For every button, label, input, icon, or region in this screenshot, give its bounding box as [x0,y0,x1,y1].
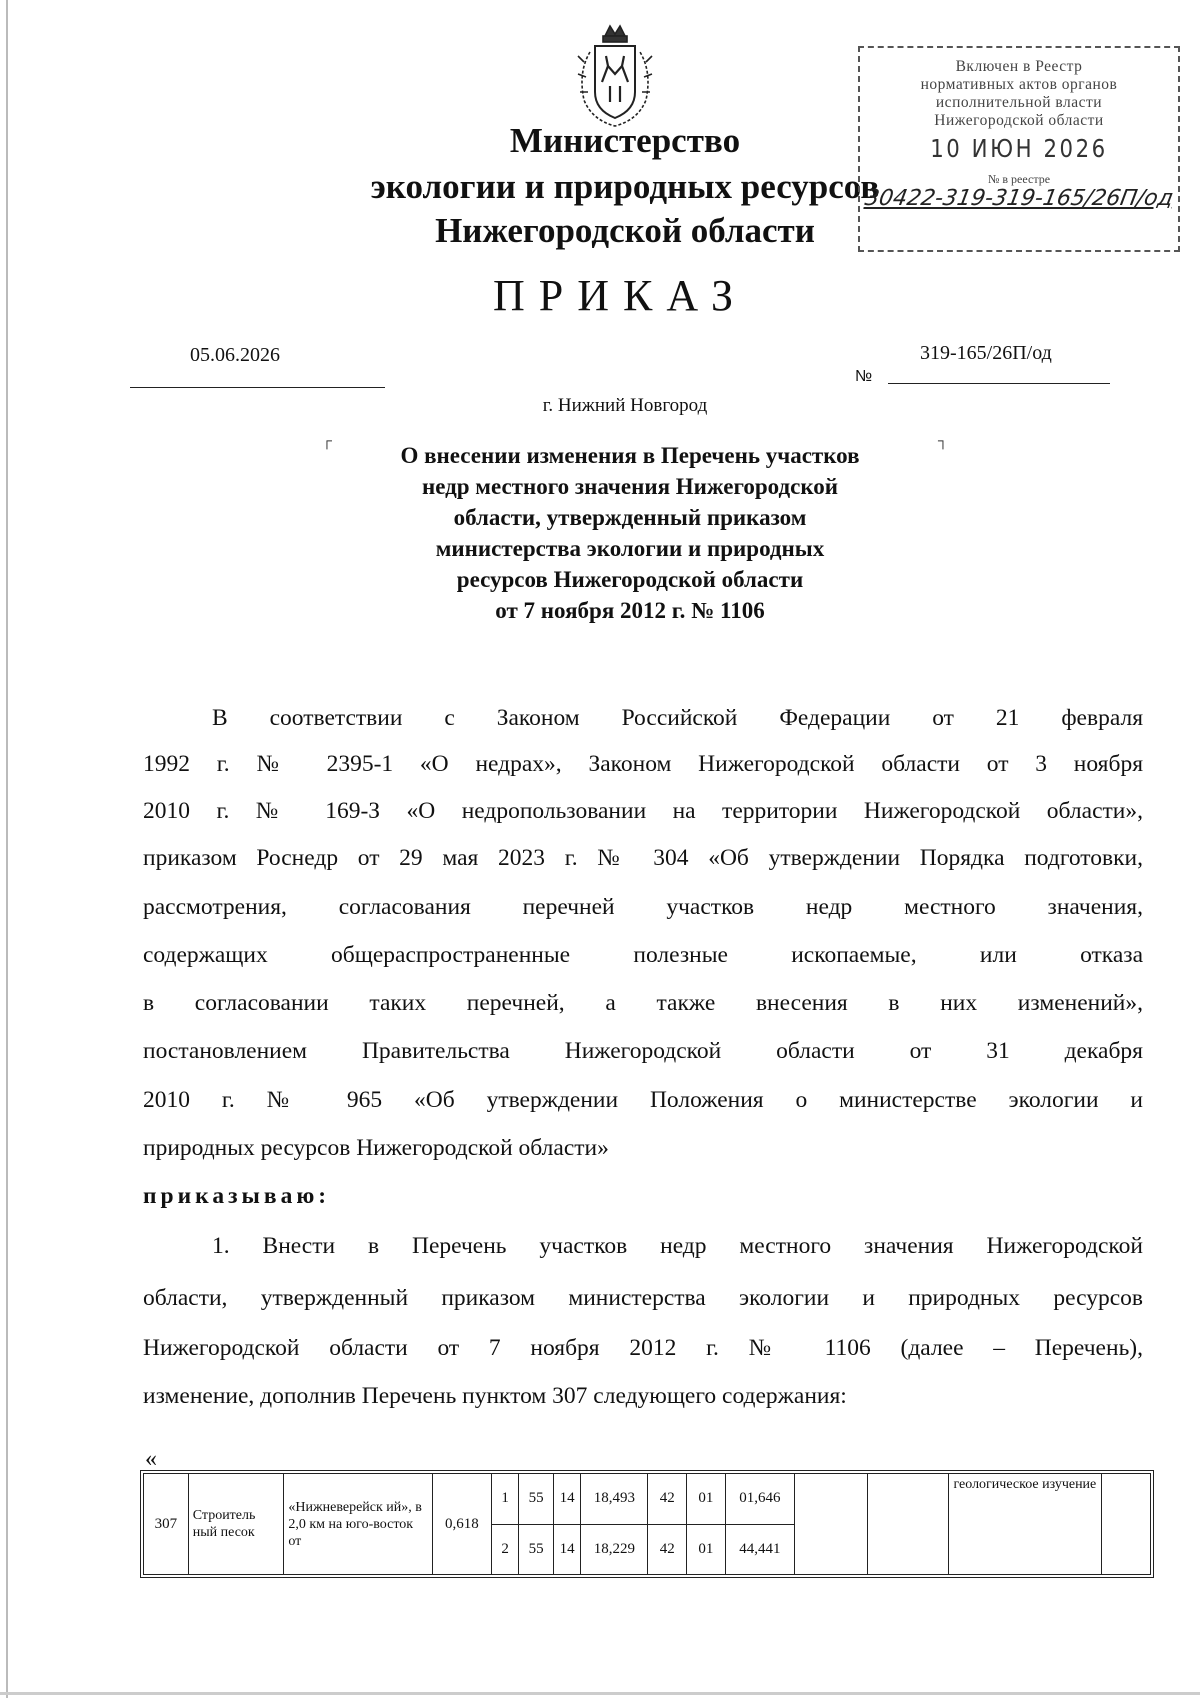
corner-mark-icon: ┌ [322,434,332,449]
cell-point: 2 [491,1524,518,1575]
stamp-regnum-label: № в реестре [987,172,1051,186]
coat-of-arms-icon [570,22,660,132]
cell-lon-min: 01 [687,1474,726,1525]
cell-lat-sec: 18,229 [581,1524,648,1575]
cell-lon-sec: 44,441 [725,1524,794,1575]
preamble-line: природных ресурсов Нижегородской области» [143,1135,609,1161]
document-type-title: ПРИКАЗ [492,271,748,320]
stamp-text: Включен в Реестр [955,58,1083,75]
registry-stamp [858,46,1180,252]
ministry-name-line: Нижегородской области [435,211,815,250]
preamble-line: постановлением Правительства Нижегородской области от 31 декабря [143,1038,1143,1064]
preamble-line: приказом Роснедр от 29 мая 2023 г. № 304 «Об утверждении Порядка подготовки, [143,845,1143,871]
preamble-line: В соответствии с Законом Российской Федерации от 21 февраля [212,705,1143,731]
number-underline [888,383,1110,384]
preamble-line: 1992 г. № 2395-1 «О недрах», Законом Нижегородской области от 3 ноября [143,751,1143,777]
preamble-line: 2010 г. № 169-З «О недропользовании на территории Нижегородской области», [143,798,1143,824]
page-edge-bottom [0,1692,1200,1695]
stamp-text: исполнительной власти [935,94,1103,111]
cell-purpose: геологическое изучение [949,1474,1102,1575]
stamp-regnum: 30422-319-319-165/26П/од [862,186,1176,211]
cell-lon-sec: 01,646 [725,1474,794,1525]
item1-line: Нижегородской области от 7 ноября 2012 г. № 1106 (далее – Перечень), [143,1335,1143,1361]
cell-lon-deg: 42 [648,1474,687,1525]
preamble-line: рассмотрения, согласования перечней участков недр местного значения, [143,894,1143,920]
ministry-name-line: Министерство [509,121,741,160]
subject-line: области, утвержденный приказом [453,505,807,530]
cell-empty [794,1474,867,1575]
cell-lat-deg: 55 [519,1474,554,1525]
number-sign: № [855,368,873,385]
cell-lat-min: 14 [553,1474,580,1525]
cell-lat-deg: 55 [519,1524,554,1575]
order-subject [290,440,970,626]
preamble-line: 2010 г. № 965 «Об утверждении Положения о министерстве экологии и [143,1087,1143,1113]
cell-lat-sec: 18,493 [581,1474,648,1525]
order-date: 05.06.2026 [190,344,280,366]
subject-line: министерства экологии и природных [435,536,825,561]
amendment-table [143,1473,1151,1575]
subject-line: О внесении изменения в Перечень участков [400,443,860,468]
cell-lat-min: 14 [553,1524,580,1575]
cell-location: «Нижневерейск ий», в 2,0 км на юго-восток от [284,1474,433,1575]
item1-line: изменение, дополнив Перечень пунктом 307 следующего содержания: [143,1383,847,1409]
corner-mark-icon: ┐ [938,434,948,449]
date-underline [130,387,385,388]
city: г. Нижний Новгород [542,395,708,416]
stamp-text: Нижегородской области [934,112,1104,129]
cell-lon-deg: 42 [648,1524,687,1575]
subject-line: недр местного значения Нижегородской [421,474,839,499]
preamble-line: в согласовании таких перечней, а также внесения в них изменений», [143,990,1143,1016]
stamp-text: нормативных актов органов [920,76,1118,93]
cell-empty [868,1474,949,1575]
ministry-name-line: экологии и природных ресурсов [370,167,880,206]
order-word: приказываю: [143,1183,331,1209]
cell-area: 0,618 [432,1474,491,1575]
page-edge [6,0,8,1698]
quote-open: « [145,1446,157,1472]
subject-line: ресурсов Нижегородской области [456,567,804,592]
preamble-line: содержащих общераспространенные полезные ископаемые, или отказа [143,942,1143,968]
cell-point: 1 [491,1474,518,1525]
cell-mineral: Строитель ный песок [188,1474,284,1575]
item1-line: области, утвержденный приказом министерства экологии и природных ресурсов [143,1285,1143,1311]
cell-number: 307 [144,1474,189,1575]
cell-empty [1102,1474,1151,1575]
table-row [144,1474,1151,1525]
order-number: 319-165/26П/од [920,342,1052,364]
cell-lon-min: 01 [687,1524,726,1575]
item1-line: 1. Внести в Перечень участков недр местного значения Нижегородской [212,1233,1143,1259]
stamp-date: 10 ИЮН 2026 [930,134,1108,163]
subject-line: от 7 ноября 2012 г. № 1106 [495,598,765,623]
